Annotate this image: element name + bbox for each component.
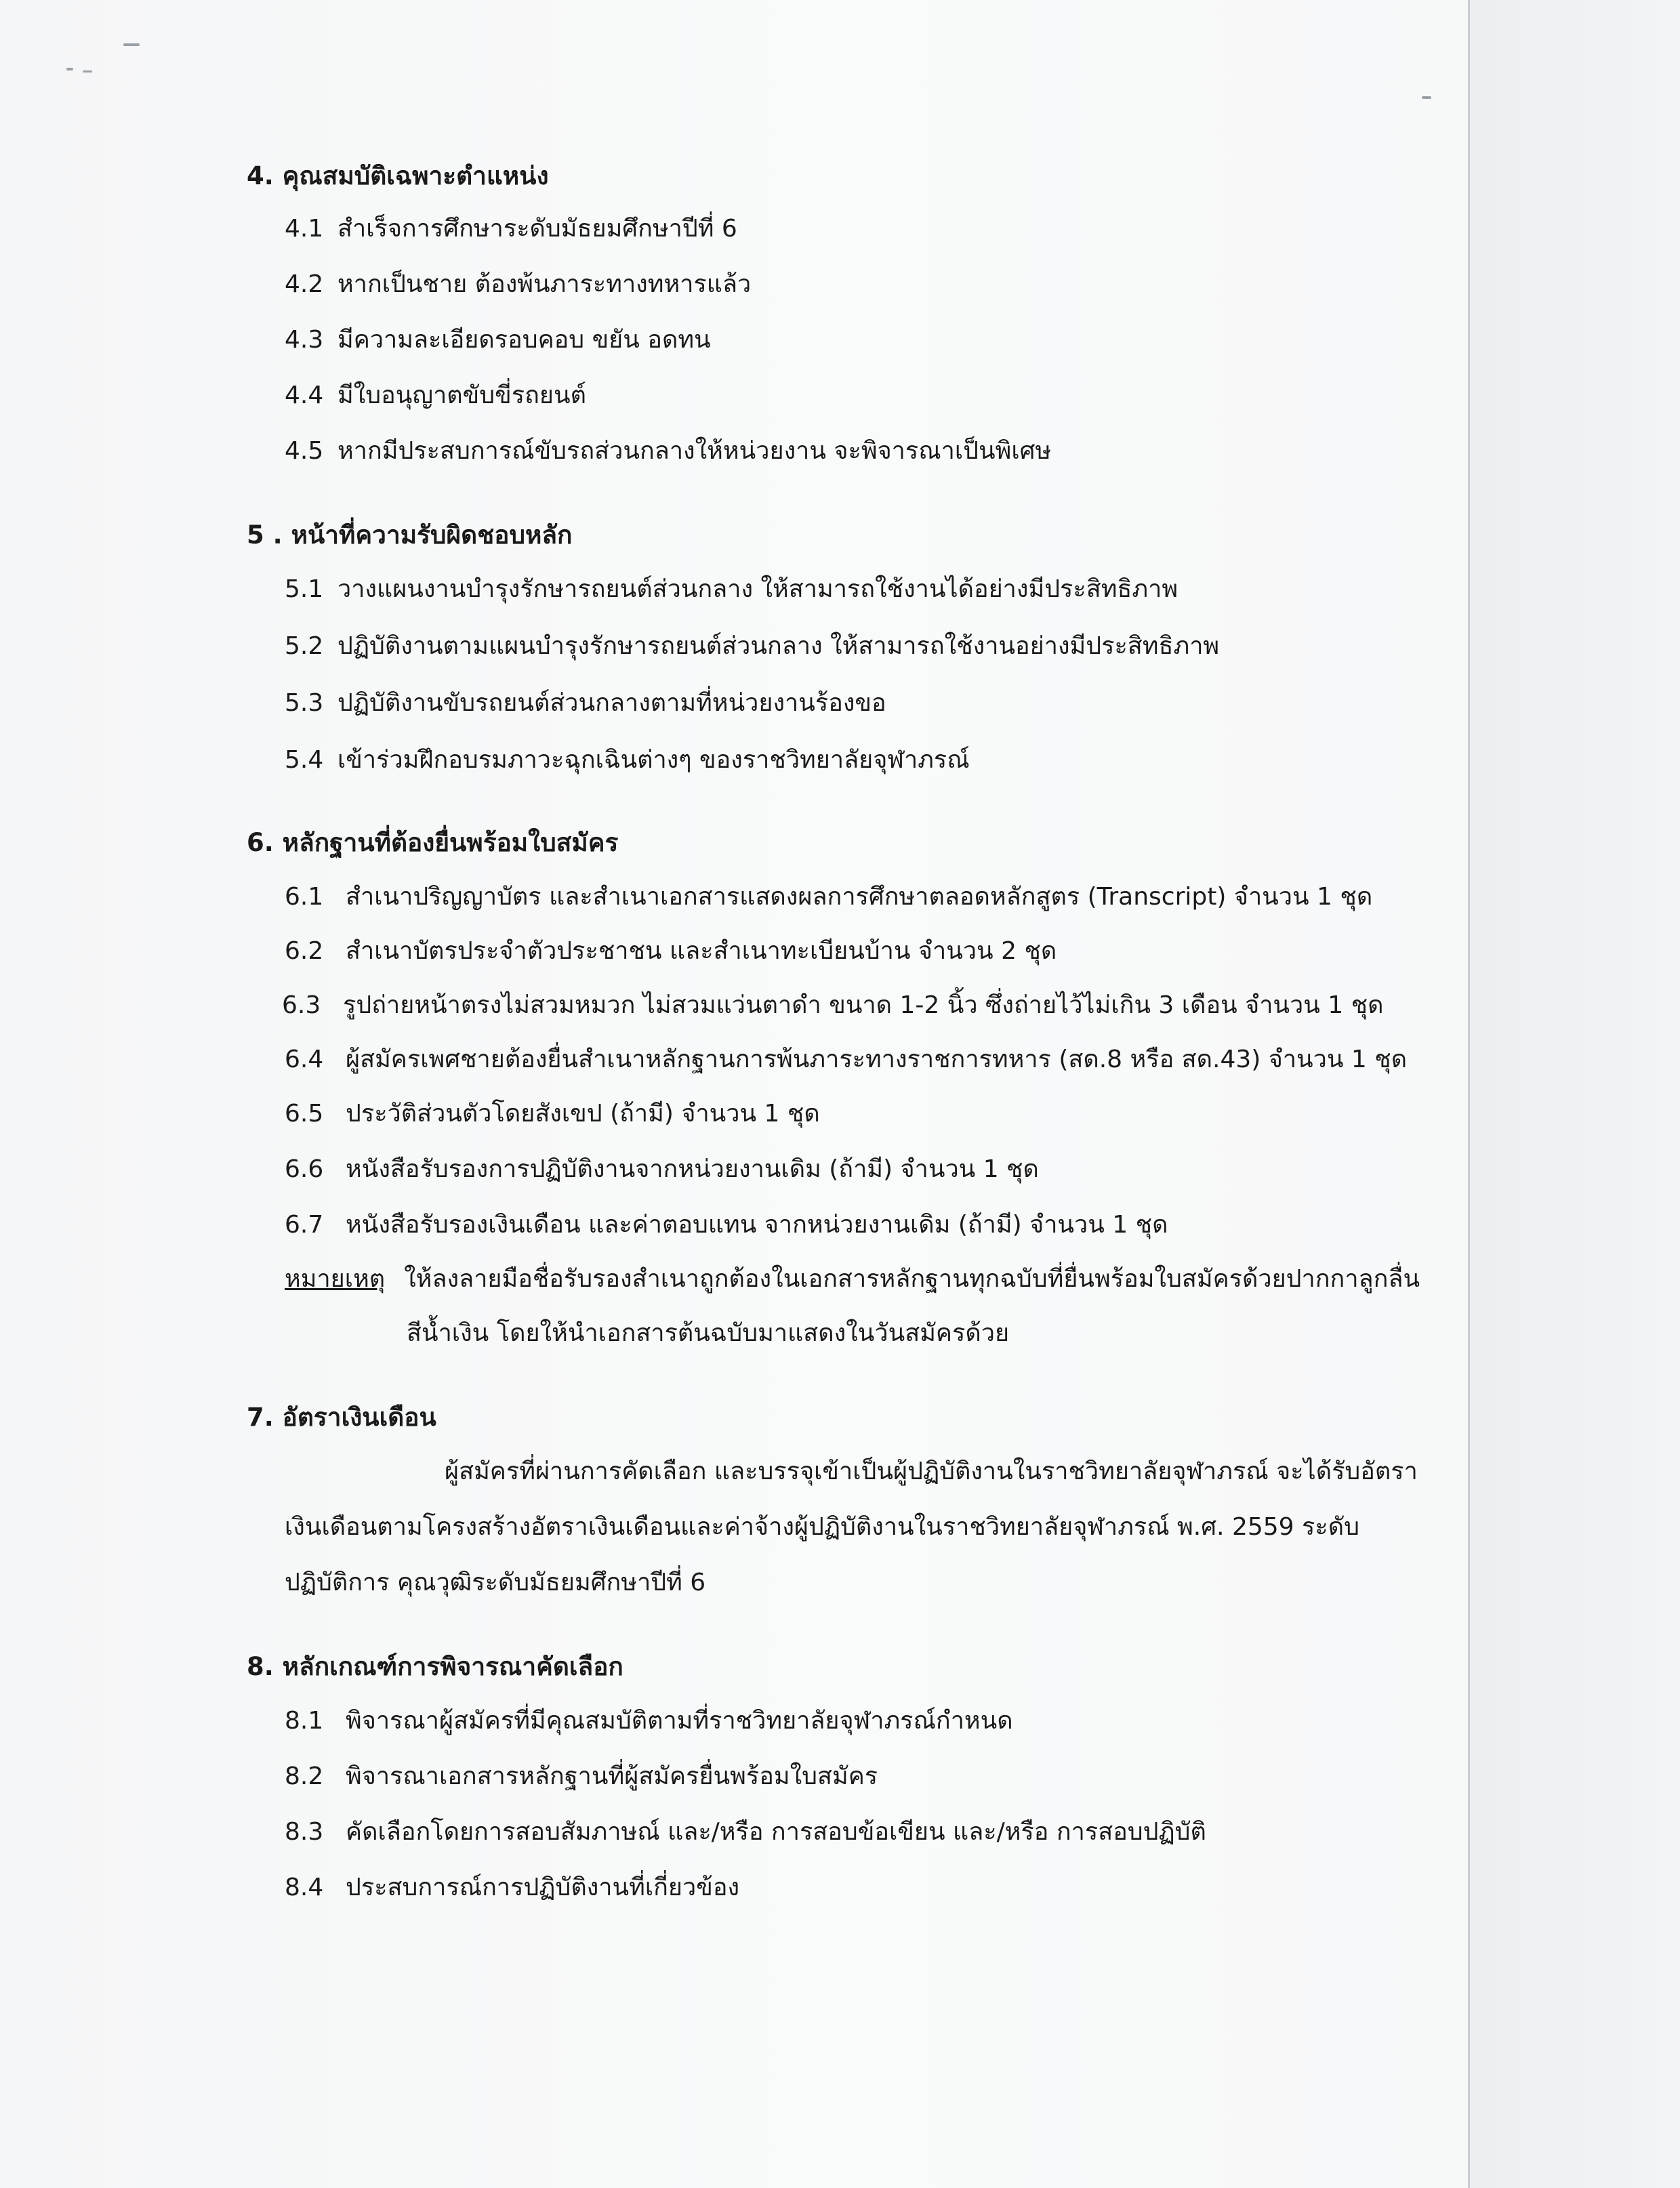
salary-paragraph-line: เงินเดือนตามโครงสร้างอัตราเงินเดือนและค่าจ้างผู้ปฏิบัติงานในราชวิทยาลัยจุฬาภรณ์ พ.ศ. 2559 ระดับ [285,1513,1359,1541]
section-5-heading: 5 . หน้าที่ความรับผิดชอบหลัก [247,520,573,550]
item-number: 5.4 [285,746,324,774]
item-number: 6.1 [285,883,324,911]
list-item [285,1043,1407,1077]
item-number: 6.6 [285,1155,324,1183]
list-item [282,989,1383,1023]
list-item [285,1704,1013,1738]
list-item [285,1153,1039,1186]
note-continuation: สีน้ำเงิน โดยให้นำเอกสารต้นฉบับมาแสดงในวันสมัครด้วย [407,1319,1010,1347]
item-text: พิจารณาเอกสารหลักฐานที่ผู้สมัครยื่นพร้อมใบสมัคร [346,1762,878,1790]
item-text: หากมีประสบการณ์ขับรถส่วนกลางให้หน่วยงาน จะพิจารณาเป็นพิเศษ [337,437,1052,465]
item-text: วางแผนงานบำรุงรักษารถยนต์ส่วนกลาง ให้สามารถใช้งานได้อย่างมีประสิทธิภาพ [337,575,1179,603]
item-number: 8.4 [285,1874,324,1901]
item-text: ปฏิบัติงานขับรถยนต์ส่วนกลางตามที่หน่วยงานร้องขอ [337,689,886,717]
list-item [285,1208,1168,1242]
section-7-heading: 7. อัตราเงินเดือน [247,1403,436,1432]
salary-paragraph-line: ผู้สมัครที่ผ่านการคัดเลือก และบรรจุเข้าเป็นผู้ปฏิบัติงานในราชวิทยาลัยจุฬาภรณ์ จะได้รับอัตรา [445,1458,1418,1485]
list-item [285,212,737,246]
list-item [285,573,1178,606]
list-item [285,379,586,413]
list-item [285,743,970,777]
item-number: 6.4 [285,1046,324,1073]
page-edge-shadow [1470,0,1680,2188]
item-number: 5.2 [285,632,324,660]
item-number: 4.1 [285,215,324,243]
item-number: 6.2 [285,937,324,965]
item-text: รูปถ่ายหน้าตรงไม่สวมหมวก ไม่สวมแว่นตาดำ ขนาด 1-2 นิ้ว ซึ่งถ่ายไว้ไม่เกิน 3 เดือน จำนวน 1 ชุด [343,991,1384,1019]
item-text: หนังสือรับรองเงินเดือน และค่าตอบแทน จากหน่วยงานเดิม (ถ้ามี) จำนวน 1 ชุด [346,1211,1168,1239]
item-text: ประสบการณ์การปฏิบัติงานที่เกี่ยวข้อง [346,1874,740,1901]
item-number: 8.1 [285,1707,324,1735]
section-8-heading: 8. หลักเกณฑ์การพิจารณาคัดเลือก [247,1652,623,1681]
item-number: 8.2 [285,1762,324,1790]
item-text: คัดเลือกโดยการสอบสัมภาษณ์ และ/หรือ การสอบข้อเขียน และ/หรือ การสอบปฏิบัติ [346,1818,1206,1846]
list-item [285,268,751,302]
item-text: หากเป็นชาย ต้องพ้นภาระทางทหารแล้ว [337,270,752,298]
section-6-heading: 6. หลักฐานที่ต้องยื่นพร้อมใบสมัคร [247,828,619,857]
section-4-heading: 4. คุณสมบัติเฉพาะตำแหน่ง [247,161,549,190]
item-number: 6.7 [285,1211,324,1239]
page-fold-line [1468,0,1470,2188]
item-text: ประวัติส่วนตัวโดยสังเขป (ถ้ามี) จำนวน 1 ชุด [346,1100,820,1128]
note-label: หมายเหตุ [285,1265,386,1293]
item-number: 6.5 [285,1100,324,1128]
note [285,1262,1420,1296]
item-text: มีความละเอียดรอบคอบ ขยัน อดทน [337,326,711,354]
item-text: สำเนาบัตรประจำตัวประชาชน และสำเนาทะเบียนบ้าน จำนวน 2 ชุด [346,937,1057,965]
item-number: 4.2 [285,270,324,298]
note-text: ให้ลงลายมือชื่อรับรองสำเนาถูกต้องในเอกสารหลักฐานทุกฉบับที่ยื่นพร้อมใบสมัครด้วยปากกาลูกลื่น [404,1265,1420,1293]
list-item [285,1815,1206,1849]
item-text: พิจารณาผู้สมัครที่มีคุณสมบัติตามที่ราชวิทยาลัยจุฬาภรณ์กำหนด [346,1707,1013,1735]
list-item [285,934,1057,968]
item-number: 4.3 [285,326,324,354]
item-number: 8.3 [285,1818,324,1846]
salary-paragraph-line: ปฏิบัติการ คุณวุฒิระดับมัธยมศึกษาปีที่ 6 [285,1569,706,1596]
item-text: เข้าร่วมฝึกอบรมภาวะฉุกเฉินต่างๆ ของราชวิทยาลัยจุฬาภรณ์ [337,746,970,774]
list-item [285,1097,820,1131]
item-text: สำเร็จการศึกษาระดับมัธยมศึกษาปีที่ 6 [337,215,737,243]
list-item [285,323,711,357]
list-item [285,434,1051,468]
item-text: หนังสือรับรองการปฏิบัติงานจากหน่วยงานเดิม (ถ้ามี) จำนวน 1 ชุด [346,1155,1039,1183]
item-text: มีใบอนุญาตขับขี่รถยนต์ [337,381,586,409]
list-item [285,629,1219,663]
list-item [285,686,886,720]
list-item [285,880,1372,914]
item-number: 6.3 [282,991,321,1019]
item-text: สำเนาปริญญาบัตร และสำเนาเอกสารแสดงผลการศึกษาตลอดหลักสูตร (Transcript) จำนวน 1 ชุด [346,883,1373,911]
item-number: 5.1 [285,575,324,603]
item-number: 5.3 [285,689,324,717]
list-item [285,1871,739,1905]
list-item [285,1760,878,1794]
item-text: ผู้สมัครเพศชายต้องยื่นสำเนาหลักฐานการพ้นภาระทางราชการทหาร (สด.8 หรือ สด.43) จำนวน 1 ชุด [346,1046,1408,1073]
item-number: 4.4 [285,381,324,409]
item-text: ปฏิบัติงานตามแผนบำรุงรักษารถยนต์ส่วนกลาง ให้สามารถใช้งานอย่างมีประสิทธิภาพ [337,632,1220,660]
item-number: 4.5 [285,437,324,465]
